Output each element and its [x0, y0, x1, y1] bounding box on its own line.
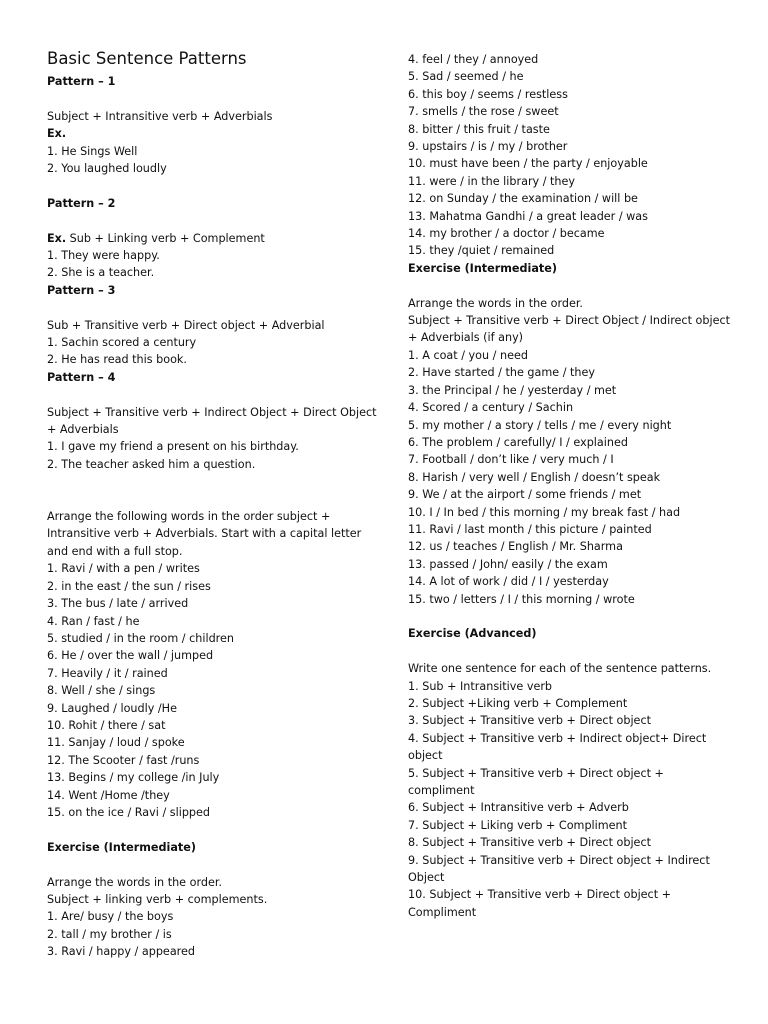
- list-item: 1. Sub + Intransitive verb: [408, 679, 553, 693]
- list-item: 10. Subject + Transitive verb + Direct object + Compliment: [408, 888, 672, 919]
- list-item: 2. Have started / the game / they: [408, 366, 595, 380]
- pattern-3-example: 2. He has read this book.: [47, 353, 187, 367]
- list-item: 9. Subject + Transitive verb + Direct object + Indirect Object: [408, 853, 710, 885]
- list-item: 10. I / In bed / this morning / my break fast / had: [408, 505, 681, 519]
- exercise-4-instruction: Write one sentence for each of the sentence patterns.: [408, 662, 712, 676]
- pattern-4-heading: Pattern – 4: [47, 370, 116, 384]
- pattern-2-formula-line: [47, 230, 377, 247]
- list-item: 14. Went /Home /they: [47, 788, 170, 802]
- list-item: 2. tall / my brother / is: [47, 927, 172, 941]
- list-item: 8. Subject + Transitive verb + Direct object: [408, 836, 651, 850]
- exercise-2-instruction: Subject + linking verb + complements.: [47, 892, 268, 906]
- list-item: 6. The problem / carefully/ I / explained: [408, 435, 628, 449]
- pattern-3-heading: Pattern – 3: [47, 283, 116, 297]
- list-item: 5. Subject + Transitive verb + Direct object + compliment: [408, 766, 664, 798]
- pattern-1-example: 2. You laughed loudly: [47, 162, 167, 176]
- list-item: 11. Sanjay / loud / spoke: [47, 736, 185, 750]
- list-item: 11. were / in the library / they: [408, 174, 576, 188]
- exercise-1-instructions: Arrange the following words in the order subject + Intransitive verb + Adverbials. Start with a capital letter and end with a full stop.: [47, 510, 362, 558]
- pattern-3-formula: Sub + Transitive verb + Direct object + Adverbial: [47, 318, 325, 332]
- pattern-1-formula: Subject + Intransitive verb + Adverbials: [47, 109, 273, 123]
- exercise-4-heading: Exercise (Advanced): [408, 627, 537, 641]
- list-item: 7. Subject + Liking verb + Compliment: [408, 818, 628, 832]
- list-item: 15. on the ice / Ravi / slipped: [47, 805, 211, 819]
- list-item: 4. Subject + Transitive verb + Indirect object+ Direct object: [408, 731, 707, 763]
- list-item: 6. He / over the wall / jumped: [47, 649, 214, 663]
- left-column: [47, 48, 377, 961]
- exercise-3-instruction: Subject + Transitive verb + Direct Object / Indirect object + Adverbials (if any): [408, 314, 730, 345]
- list-item: 3. The bus / late / arrived: [47, 597, 189, 611]
- exercise-1-list: [47, 560, 377, 821]
- right-column: [408, 51, 733, 921]
- exercise-3-list: [408, 347, 733, 608]
- list-item: 8. Well / she / sings: [47, 684, 156, 698]
- list-item: 9. Laughed / loudly /He: [47, 701, 177, 715]
- list-item: 8. Harish / very well / English / doesn’t speak: [408, 470, 661, 484]
- list-item: 4. Scored / a century / Sachin: [408, 401, 574, 415]
- list-item: 10. must have been / the party / enjoyable: [408, 157, 648, 171]
- list-item: 7. Heavily / it / rained: [47, 666, 168, 680]
- list-item: 2. Subject +Liking verb + Complement: [408, 696, 628, 710]
- exercise-2-heading: Exercise (Intermediate): [47, 840, 196, 854]
- pattern-3-example: 1. Sachin scored a century: [47, 336, 197, 350]
- list-item: 14. A lot of work / did / I / yesterday: [408, 575, 609, 589]
- list-item: 12. on Sunday / the examination / will be: [408, 192, 638, 206]
- list-item: 1. A coat / you / need: [408, 348, 528, 362]
- list-item: 4. feel / they / annoyed: [408, 53, 539, 66]
- list-item: 7. Football / don’t like / very much / I: [408, 453, 614, 467]
- pattern-1-ex-label: Ex.: [47, 127, 67, 141]
- list-item: 15. two / letters / I / this morning / wrote: [408, 592, 635, 606]
- pattern-2-example: 1. They were happy.: [47, 249, 160, 263]
- list-item: 9. We / at the airport / some friends / met: [408, 488, 642, 502]
- list-item: 3. Ravi / happy / appeared: [47, 945, 196, 959]
- exercise-2-instruction: Arrange the words in the order.: [47, 875, 222, 889]
- list-item: 5. my mother / a story / tells / me / every night: [408, 418, 672, 432]
- exercise-4-list: [408, 678, 733, 922]
- exercise-3-instruction: Arrange the words in the order.: [408, 296, 583, 310]
- pattern-2-heading: Pattern – 2: [47, 196, 116, 210]
- list-item: 12. us / teaches / English / Mr. Sharma: [408, 540, 623, 554]
- pattern-2-formula: Sub + Linking verb + Complement: [66, 231, 265, 245]
- pattern-1-heading: Pattern – 1: [47, 75, 116, 88]
- pattern-4-example: 1. I gave my friend a present on his birthday.: [47, 440, 299, 454]
- exercise-2-list-continued: [408, 51, 733, 260]
- list-item: 3. the Principal / he / yesterday / met: [408, 383, 617, 397]
- exercise-2-list: [47, 908, 377, 960]
- list-item: 13. Mahatma Gandhi / a great leader / was: [408, 209, 648, 223]
- pattern-2-example: 2. She is a teacher.: [47, 266, 155, 280]
- page-title: Basic Sentence Patterns: [47, 49, 247, 68]
- pattern-4-example: 2. The teacher asked him a question.: [47, 457, 256, 471]
- list-item: 13. passed / John/ easily / the exam: [408, 557, 608, 571]
- pattern-4-formula: Subject + Transitive verb + Indirect Object + Direct Object + Adverbials: [47, 405, 377, 437]
- list-item: 8. bitter / this fruit / taste: [408, 122, 550, 136]
- exercise-3-heading: Exercise (Intermediate): [408, 261, 557, 275]
- list-item: 4. Ran / fast / he: [47, 614, 140, 628]
- list-item: 1. Are/ busy / the boys: [47, 910, 174, 924]
- list-item: 7. smells / the rose / sweet: [408, 105, 559, 119]
- list-item: 5. studied / in the room / children: [47, 631, 234, 645]
- pattern-1-example: 1. He Sings Well: [47, 144, 138, 158]
- list-item: 15. they /quiet / remained: [408, 244, 555, 258]
- list-item: 2. in the east / the sun / rises: [47, 579, 211, 593]
- list-item: 6. this boy / seems / restless: [408, 87, 568, 101]
- list-item: 14. my brother / a doctor / became: [408, 227, 605, 241]
- list-item: 1. Ravi / with a pen / writes: [47, 562, 200, 576]
- list-item: 9. upstairs / is / my / brother: [408, 140, 568, 154]
- list-item: 13. Begins / my college /in July: [47, 771, 220, 785]
- list-item: 10. Rohit / there / sat: [47, 718, 166, 732]
- list-item: 11. Ravi / last month / this picture / painted: [408, 522, 652, 536]
- list-item: 5. Sad / seemed / he: [408, 70, 524, 84]
- list-item: 6. Subject + Intransitive verb + Adverb: [408, 801, 629, 815]
- list-item: 3. Subject + Transitive verb + Direct object: [408, 714, 651, 728]
- list-item: 12. The Scooter / fast /runs: [47, 753, 200, 767]
- pattern-2-ex-label: Ex.: [47, 231, 67, 245]
